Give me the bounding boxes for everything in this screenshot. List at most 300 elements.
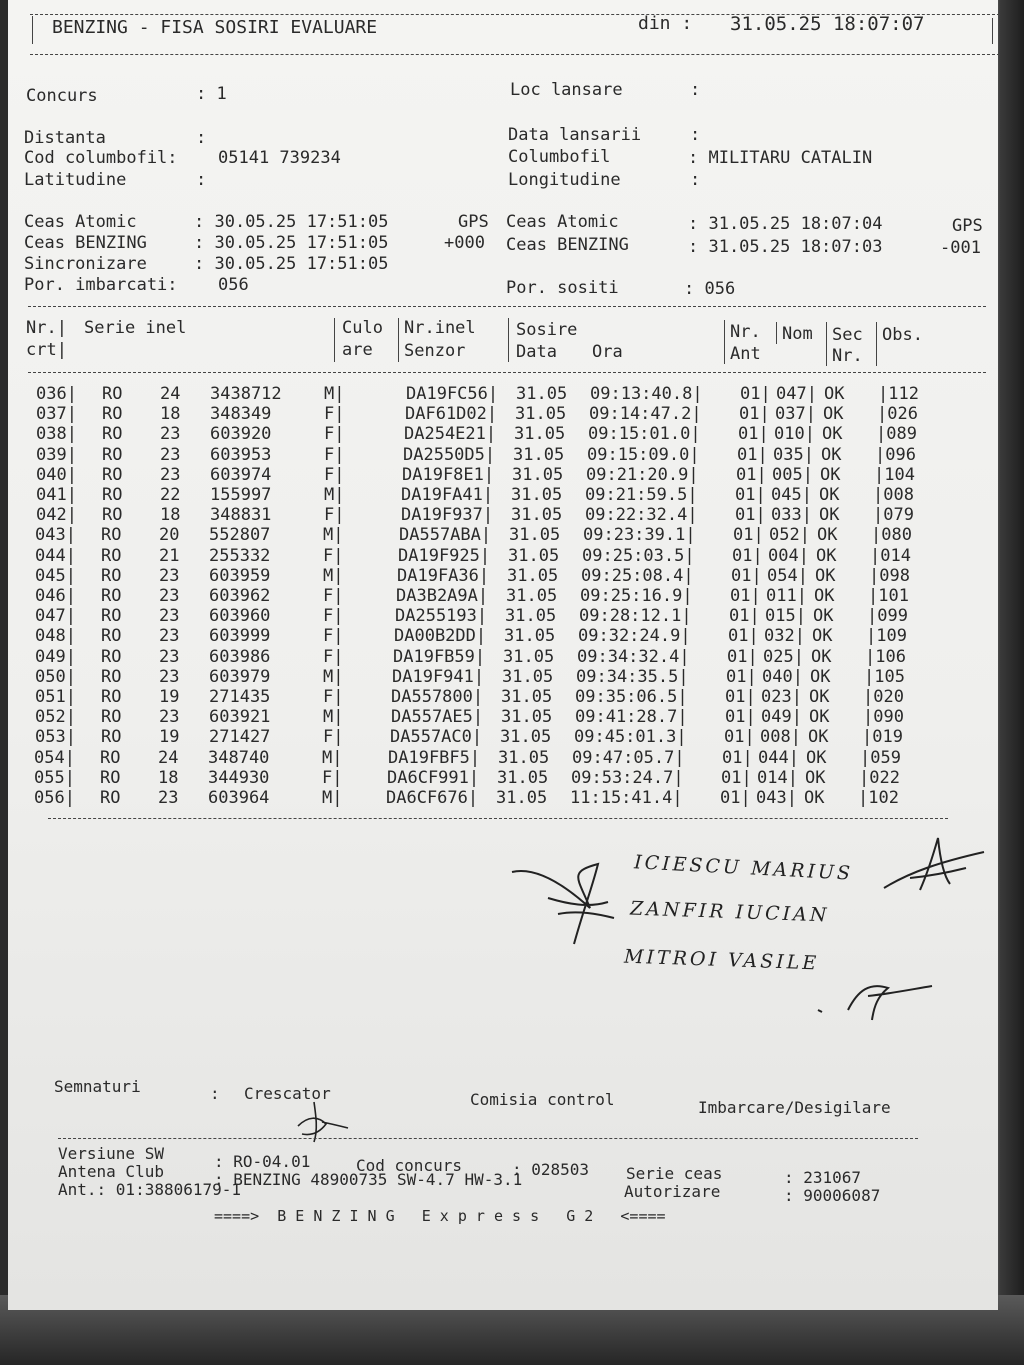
columbofil-value: : MILITARU CATALIN bbox=[688, 148, 873, 168]
loc-lansare-value: : bbox=[690, 80, 701, 100]
arrival-date: 31.05 bbox=[516, 384, 568, 404]
sensor-id: DA19F937| bbox=[401, 505, 494, 526]
arrival-time: 09:34:32.4| bbox=[577, 646, 690, 667]
antenna-nr: 01| bbox=[730, 586, 761, 606]
pigeon-sex: F| bbox=[323, 606, 344, 627]
header-culoare: Culo bbox=[342, 318, 383, 338]
arrival-date: 31.05 bbox=[506, 586, 558, 606]
security-status: OK bbox=[816, 545, 837, 566]
table-row bbox=[26, 748, 966, 768]
header-divider bbox=[776, 322, 777, 344]
ring-number: 603921 bbox=[209, 707, 271, 728]
ceas-benzing-value: : 30.05.25 17:51:05 bbox=[194, 233, 389, 253]
observation: |098 bbox=[869, 565, 910, 586]
row-nr: 046| bbox=[35, 586, 76, 606]
antena-label: Antena Club bbox=[58, 1162, 164, 1181]
ring-number: 603920 bbox=[210, 424, 272, 445]
ring-prefix: RO bbox=[102, 424, 123, 445]
table-row bbox=[28, 465, 968, 485]
ceas-benzing2-offset: -001 bbox=[940, 238, 981, 258]
antenna-nr: 01| bbox=[724, 727, 755, 748]
table-row bbox=[28, 505, 968, 525]
ring-number: 348349 bbox=[210, 404, 272, 425]
ring-number: 155997 bbox=[210, 485, 272, 505]
ring-year: 23 bbox=[159, 586, 180, 606]
row-nr: 037| bbox=[36, 404, 77, 425]
observation: |106 bbox=[865, 646, 906, 667]
ring-number: 271427 bbox=[209, 727, 271, 748]
arrival-time: 09:34:35.5| bbox=[576, 666, 689, 687]
table-row bbox=[28, 445, 968, 465]
pigeon-sex: M| bbox=[322, 788, 343, 808]
observation: |101 bbox=[868, 586, 909, 606]
sensor-id: DA6CF991| bbox=[387, 767, 480, 788]
ceas-benzing-offset: +000 bbox=[444, 233, 485, 253]
arrival-date: 31.05 bbox=[503, 646, 555, 667]
sensor-id: DA19F925| bbox=[398, 545, 491, 566]
data-lansarii-label: Data lansarii bbox=[508, 125, 642, 145]
sensor-id: DA19FBF5| bbox=[388, 747, 481, 768]
longitudine-value: : bbox=[690, 170, 701, 190]
header-nr: Nr.| bbox=[26, 318, 67, 338]
nom-nr: 023| bbox=[761, 687, 802, 707]
nom-nr: 008| bbox=[760, 727, 801, 748]
arrival-time: 09:23:39.1| bbox=[583, 525, 696, 546]
security-status: OK bbox=[806, 747, 827, 768]
antenna-nr: 01| bbox=[739, 404, 770, 425]
ring-number: 603960 bbox=[209, 606, 271, 627]
ring-number: 603962 bbox=[209, 586, 271, 606]
antenna-nr: 01| bbox=[740, 384, 771, 404]
signature-scribble-1 bbox=[508, 858, 628, 948]
antenna-nr: 01| bbox=[731, 565, 762, 586]
pigeon-sex: F| bbox=[323, 646, 344, 667]
row-nr: 043| bbox=[35, 525, 76, 546]
row-nr: 055| bbox=[34, 767, 75, 788]
antenna-nr: 01| bbox=[729, 606, 760, 627]
arrival-time: 09:25:08.4| bbox=[581, 565, 694, 586]
observation: |008 bbox=[873, 485, 914, 505]
sensor-id: DA19F941| bbox=[392, 666, 485, 687]
row-nr: 051| bbox=[35, 687, 76, 707]
header-sec-nr: Nr. bbox=[832, 346, 863, 366]
pigeon-sex: M| bbox=[323, 707, 344, 728]
ring-year: 18 bbox=[160, 404, 181, 425]
ring-number: 603964 bbox=[208, 788, 270, 808]
arrival-time: 09:25:03.5| bbox=[582, 545, 695, 566]
ring-year: 21 bbox=[159, 545, 180, 566]
row-nr: 040| bbox=[36, 464, 77, 485]
por-imbarcati-label: Por. imbarcati: bbox=[24, 275, 178, 295]
sensor-id: DA19FC56| bbox=[406, 384, 499, 404]
security-status: OK bbox=[824, 384, 845, 404]
ring-number: 348831 bbox=[210, 505, 272, 526]
pigeon-sex: M| bbox=[324, 485, 345, 505]
ring-prefix: RO bbox=[101, 545, 122, 566]
header-divider bbox=[826, 322, 827, 366]
antenna-nr: 01| bbox=[735, 485, 766, 505]
pigeon-sex: F| bbox=[324, 424, 345, 445]
nom-nr: 035| bbox=[773, 444, 814, 465]
sensor-id: DAF61D02| bbox=[405, 404, 498, 425]
security-status: OK bbox=[808, 727, 829, 748]
sensor-id: DA3B2A9A| bbox=[396, 586, 489, 606]
security-status: OK bbox=[819, 505, 840, 526]
antenna-nr: 01| bbox=[722, 747, 753, 768]
header-divider bbox=[724, 320, 725, 364]
ring-year: 23 bbox=[159, 707, 180, 728]
pigeon-sex: F| bbox=[323, 586, 344, 606]
sensor-id: DA19FB59| bbox=[393, 646, 486, 667]
handwritten-name-2: ZANFIR IUCIAN bbox=[629, 897, 830, 927]
pigeon-sex: M| bbox=[323, 666, 344, 687]
header-right-bar bbox=[992, 18, 993, 44]
comisia-control-label: Comisia control bbox=[470, 1090, 615, 1109]
antenna-nr: 01| bbox=[735, 505, 766, 526]
ring-prefix: RO bbox=[100, 747, 121, 768]
table-row bbox=[26, 788, 966, 808]
arrival-time: 09:14:47.2| bbox=[589, 404, 702, 425]
ring-year: 19 bbox=[159, 687, 180, 707]
nom-nr: 043| bbox=[756, 788, 797, 808]
security-status: OK bbox=[819, 485, 840, 505]
ring-prefix: RO bbox=[101, 646, 122, 667]
security-status: OK bbox=[805, 767, 826, 788]
table-row bbox=[26, 768, 966, 788]
antenna-nr: 01| bbox=[733, 525, 764, 546]
ring-prefix: RO bbox=[101, 525, 122, 546]
header-data: Data bbox=[516, 342, 557, 362]
observation: |105 bbox=[864, 666, 905, 687]
ring-prefix: RO bbox=[101, 626, 122, 647]
observation: |090 bbox=[863, 707, 904, 728]
table-row bbox=[27, 667, 967, 687]
arrival-time: 09:25:16.9| bbox=[580, 586, 693, 606]
ring-number: 552807 bbox=[209, 525, 271, 546]
ring-prefix: RO bbox=[102, 485, 123, 505]
observation: |019 bbox=[862, 727, 903, 748]
observation: |014 bbox=[870, 545, 911, 566]
row-nr: 052| bbox=[35, 707, 76, 728]
header-culoare-2: are bbox=[342, 340, 373, 360]
header-left-bar bbox=[32, 16, 33, 44]
table-row bbox=[27, 727, 967, 747]
distanta-value: : bbox=[196, 128, 207, 148]
observation: |102 bbox=[858, 788, 899, 808]
serie-ceas-value: : 231067 bbox=[784, 1168, 862, 1187]
row-nr: 039| bbox=[36, 444, 77, 465]
signature-scribble-3 bbox=[808, 970, 948, 1030]
ring-number: 603979 bbox=[209, 666, 271, 687]
ring-prefix: RO bbox=[102, 384, 123, 404]
ring-year: 23 bbox=[160, 464, 181, 485]
arrival-time: 09:53:24.7| bbox=[571, 767, 684, 788]
sensor-id: DA19F8E1| bbox=[402, 464, 495, 485]
sensor-id: DA6CF676| bbox=[386, 788, 479, 808]
sensor-id: DA19FA41| bbox=[401, 485, 494, 505]
ceas-atomic-label: Ceas Atomic bbox=[24, 212, 137, 232]
arrival-time: 09:22:32.4| bbox=[585, 505, 698, 526]
ring-prefix: RO bbox=[101, 727, 122, 748]
cod-columbofil-label: Cod columbofil: bbox=[24, 148, 178, 168]
ring-number: 603986 bbox=[209, 646, 271, 667]
antenna-nr: 01| bbox=[737, 444, 768, 465]
ring-year: 22 bbox=[160, 485, 181, 505]
cod-columbofil-value: 05141 739234 bbox=[218, 148, 341, 168]
table-row bbox=[27, 525, 967, 545]
security-status: OK bbox=[809, 707, 830, 728]
arrival-date: 31.05 bbox=[501, 707, 553, 728]
semnaturi-label: Semnaturi bbox=[54, 1077, 141, 1096]
concurs-value: : 1 bbox=[196, 84, 227, 104]
ring-year: 19 bbox=[159, 727, 180, 748]
header-nr-ant: Nr. bbox=[730, 322, 761, 342]
table-top-rule bbox=[28, 306, 986, 307]
nom-nr: 010| bbox=[774, 424, 815, 445]
benzing-express-banner: ====> B E N Z I N G E x p r e s s G 2 <==== bbox=[214, 1207, 666, 1225]
nom-nr: 032| bbox=[764, 626, 805, 647]
observation: |089 bbox=[876, 424, 917, 445]
table-row bbox=[28, 404, 968, 424]
versiune-label: Versiune SW bbox=[58, 1144, 164, 1163]
pigeon-sex: F| bbox=[323, 626, 344, 647]
ceas-benzing2-value: : 31.05.25 18:07:03 bbox=[688, 237, 883, 257]
data-lansarii-value: : bbox=[690, 125, 701, 145]
ring-number: 344930 bbox=[208, 767, 270, 788]
header-sec: Sec bbox=[832, 325, 863, 345]
sensor-id: DA00B2DD| bbox=[394, 626, 487, 647]
security-status: OK bbox=[817, 525, 838, 546]
nom-nr: 040| bbox=[762, 666, 803, 687]
observation: |112 bbox=[878, 384, 919, 404]
antenna-nr: 01| bbox=[725, 687, 756, 707]
ring-prefix: RO bbox=[101, 666, 122, 687]
table-row bbox=[28, 424, 968, 444]
por-sositi-value: : 056 bbox=[684, 279, 736, 299]
security-status: OK bbox=[821, 444, 842, 465]
security-status: OK bbox=[812, 626, 833, 647]
observation: |026 bbox=[877, 404, 918, 425]
ceas-benzing-label: Ceas BENZING bbox=[24, 233, 147, 253]
ring-prefix: RO bbox=[102, 464, 123, 485]
antenna-nr: 01| bbox=[738, 424, 769, 445]
document-title: BENZING - FISA SOSIRI EVALUARE bbox=[52, 17, 378, 38]
observation: |079 bbox=[873, 505, 914, 526]
ring-year: 24 bbox=[160, 384, 181, 404]
ring-prefix: RO bbox=[101, 707, 122, 728]
sensor-id: DA557ABA| bbox=[399, 525, 492, 546]
header-serie-inel: Serie inel bbox=[84, 318, 187, 338]
versiune-value: : RO-04.01 bbox=[214, 1152, 311, 1171]
pigeon-sex: F| bbox=[324, 404, 345, 425]
longitudine-label: Longitudine bbox=[508, 170, 621, 190]
antenna-id-line: Ant.: 01:38806179-1 bbox=[58, 1180, 242, 1199]
sensor-id: DA254E21| bbox=[404, 424, 497, 445]
autorizare-label: Autorizare bbox=[624, 1182, 721, 1201]
ring-prefix: RO bbox=[101, 565, 122, 586]
nom-nr: 015| bbox=[765, 606, 806, 627]
pigeon-sex: M| bbox=[322, 747, 343, 768]
pigeon-sex: F| bbox=[323, 687, 344, 707]
table-bottom-rule bbox=[48, 818, 948, 819]
ring-prefix: RO bbox=[101, 687, 122, 707]
arrival-date: 31.05 bbox=[500, 727, 552, 748]
table-row bbox=[27, 647, 967, 667]
handwritten-name-1: ICIESCU MARIUS bbox=[633, 851, 854, 885]
table-row bbox=[27, 626, 967, 646]
columbofil-label: Columbofil bbox=[508, 147, 611, 167]
pigeon-sex: F| bbox=[324, 464, 345, 485]
table-row bbox=[27, 606, 967, 626]
sensor-id: DA557800| bbox=[391, 687, 484, 707]
security-status: OK bbox=[815, 565, 836, 586]
header-crt: crt| bbox=[26, 340, 67, 360]
pigeon-sex: M| bbox=[324, 384, 345, 404]
header-nr-inel: Nr.inel bbox=[404, 318, 476, 338]
arrival-time: 09:13:40.8| bbox=[590, 384, 703, 404]
observation: |080 bbox=[871, 525, 912, 546]
ring-number: 603959 bbox=[209, 565, 271, 586]
observation: |059 bbox=[860, 747, 901, 768]
cod-concurs-value: : 028503 bbox=[512, 1160, 590, 1179]
nom-nr: 054| bbox=[767, 565, 808, 586]
row-nr: 047| bbox=[35, 606, 76, 627]
sensor-id: DA557AC0| bbox=[390, 727, 483, 748]
printout-sheet bbox=[8, 0, 998, 1310]
security-status: OK bbox=[820, 464, 841, 485]
row-nr: 048| bbox=[35, 626, 76, 647]
table-row bbox=[27, 687, 967, 707]
serie-ceas-label: Serie ceas bbox=[626, 1164, 723, 1183]
ceas-atomic-gps: GPS bbox=[458, 212, 489, 232]
row-nr: 053| bbox=[35, 727, 76, 748]
arrival-time: 09:28:12.1| bbox=[579, 606, 692, 627]
pigeon-sex: F| bbox=[322, 767, 343, 788]
ring-prefix: RO bbox=[101, 606, 122, 627]
antena-value: : BENZING 48900735 SW-4.7 HW-3.1 bbox=[214, 1170, 523, 1189]
arrival-date: 31.05 bbox=[511, 485, 563, 505]
table-row bbox=[27, 586, 967, 606]
observation: |020 bbox=[863, 687, 904, 707]
nom-nr: 014| bbox=[757, 767, 798, 788]
arrival-date: 31.05 bbox=[507, 565, 559, 586]
ring-prefix: RO bbox=[101, 586, 122, 606]
arrival-date: 31.05 bbox=[504, 626, 556, 647]
antenna-nr: 01| bbox=[720, 788, 751, 808]
nom-nr: 011| bbox=[766, 586, 807, 606]
arrival-date: 31.05 bbox=[513, 444, 565, 465]
sensor-id: DA2550D5| bbox=[403, 444, 496, 465]
ceas-atomic2-gps: GPS bbox=[952, 216, 983, 236]
handwritten-name-3: MITROI VASILE bbox=[623, 945, 820, 975]
pigeon-sex: F| bbox=[323, 545, 344, 566]
observation: |099 bbox=[867, 606, 908, 627]
header-ora: Ora bbox=[592, 342, 623, 362]
observation: |096 bbox=[875, 444, 916, 465]
latitudine-label: Latitudine bbox=[24, 170, 127, 190]
ring-year: 24 bbox=[158, 747, 179, 768]
arrival-time: 09:32:24.9| bbox=[578, 626, 691, 647]
arrival-date: 31.05 bbox=[515, 404, 567, 425]
ring-year: 18 bbox=[158, 767, 179, 788]
header-divider bbox=[334, 318, 335, 362]
por-sositi-label: Por. sositi bbox=[506, 278, 619, 298]
row-nr: 038| bbox=[36, 424, 77, 445]
row-nr: 041| bbox=[36, 485, 77, 505]
arrival-time: 09:21:59.5| bbox=[585, 485, 698, 505]
header-divider bbox=[508, 318, 509, 362]
ring-year: 23 bbox=[158, 788, 179, 808]
arrival-date: 31.05 bbox=[501, 687, 553, 707]
table-row bbox=[28, 485, 968, 505]
ceas-atomic2-value: : 31.05.25 18:07:04 bbox=[688, 214, 883, 234]
crescator-label: Crescator bbox=[244, 1084, 331, 1103]
row-nr: 036| bbox=[36, 384, 77, 404]
observation: |109 bbox=[866, 626, 907, 647]
sincronizare-label: Sincronizare bbox=[24, 254, 147, 274]
cod-concurs-label: Cod concurs bbox=[356, 1156, 462, 1175]
ceas-atomic-value: : 30.05.25 17:51:05 bbox=[194, 212, 389, 232]
antenna-nr: 01| bbox=[736, 464, 767, 485]
row-nr: 045| bbox=[35, 565, 76, 586]
ring-year: 23 bbox=[159, 606, 180, 627]
distanta-label: Distanta bbox=[24, 128, 106, 148]
ring-year: 18 bbox=[160, 505, 181, 526]
table-row bbox=[27, 566, 967, 586]
pigeon-sex: F| bbox=[323, 727, 344, 748]
table-row bbox=[27, 546, 967, 566]
arrival-date: 31.05 bbox=[514, 424, 566, 445]
date-value: 31.05.25 18:07:07 bbox=[730, 13, 925, 35]
sensor-id: DA557AE5| bbox=[391, 707, 484, 728]
header-divider bbox=[876, 322, 877, 366]
arrival-time: 09:47:05.7| bbox=[572, 747, 685, 768]
row-nr: 054| bbox=[34, 747, 75, 768]
nom-nr: 005| bbox=[772, 464, 813, 485]
ring-number: 348740 bbox=[208, 747, 270, 768]
sensor-id: DA255193| bbox=[395, 606, 488, 627]
header-nom: Nom bbox=[782, 324, 813, 344]
nom-nr: 044| bbox=[758, 747, 799, 768]
row-nr: 049| bbox=[35, 646, 76, 667]
nom-nr: 049| bbox=[761, 707, 802, 728]
header-divider bbox=[398, 318, 399, 362]
pigeon-sex: F| bbox=[324, 444, 345, 465]
antenna-nr: 01| bbox=[727, 646, 758, 667]
nom-nr: 052| bbox=[769, 525, 810, 546]
arrival-time: 09:15:01.0| bbox=[588, 424, 701, 445]
ring-number: 271435 bbox=[209, 687, 271, 707]
antenna-nr: 01| bbox=[728, 626, 759, 647]
ring-number: 3438712 bbox=[210, 384, 282, 404]
arrival-date: 31.05 bbox=[511, 505, 563, 526]
arrival-date: 31.05 bbox=[505, 606, 557, 627]
arrival-time: 09:15:09.0| bbox=[587, 444, 700, 465]
antenna-nr: 01| bbox=[726, 666, 757, 687]
por-imbarcati-value: 056 bbox=[218, 275, 249, 295]
arrival-date: 31.05 bbox=[508, 545, 560, 566]
ring-prefix: RO bbox=[102, 444, 123, 465]
arrival-time: 09:21:20.9| bbox=[586, 464, 699, 485]
ring-number: 603999 bbox=[209, 626, 271, 647]
ring-prefix: RO bbox=[102, 404, 123, 425]
ring-number: 603953 bbox=[210, 444, 272, 465]
arrival-date: 31.05 bbox=[497, 767, 549, 788]
arrival-time: 09:41:28.7| bbox=[575, 707, 688, 728]
ring-prefix: RO bbox=[100, 788, 121, 808]
ring-year: 23 bbox=[159, 626, 180, 647]
ring-year: 23 bbox=[160, 444, 181, 465]
